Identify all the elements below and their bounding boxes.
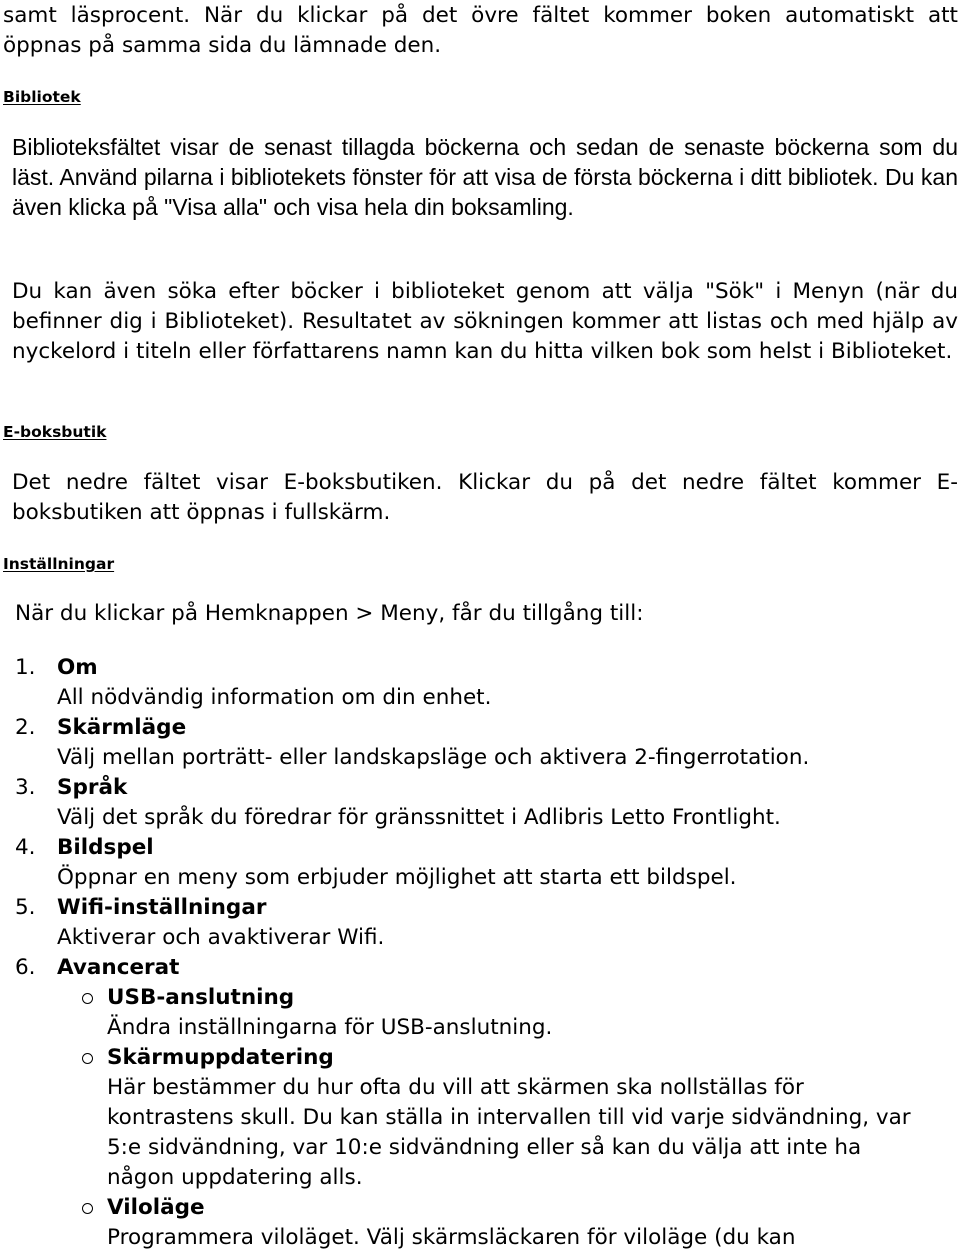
- bibliotek-paragraph-1-block: [0, 132, 960, 222]
- subitem-vilolage: [0, 1193, 960, 1253]
- bibliotek-paragraph-1: Biblioteksfältet visar de senast tillagda böckerna och sedan de senaste böckerna som du läst. Använd pilarna i bibliotekets fönster för att visa de första böckerna i ditt bibliotek. Du kan även klicka på "Visa alla" och visa hela din boksamling.: [12, 134, 958, 220]
- circle-bullet-icon: [82, 993, 93, 1004]
- settings-item-om: [0, 653, 960, 713]
- advanced-sublist: [0, 983, 960, 1253]
- subitem-skarmuppdatering: [0, 1043, 960, 1193]
- subitem-description: Ändra inställningarna för USB-anslutning.: [107, 1015, 553, 1040]
- intro-paragraph-block: [0, 1, 960, 61]
- settings-item-title: Avancerat: [57, 955, 180, 980]
- subitem-title: Viloläge: [107, 1195, 205, 1220]
- list-number: 2.: [15, 715, 36, 740]
- list-number: 6.: [15, 955, 36, 980]
- circle-bullet-icon: [82, 1053, 93, 1064]
- settings-item-bildspel: [0, 833, 960, 893]
- settings-item-title: Wifi-inställningar: [57, 895, 267, 920]
- settings-item-description: Välj mellan porträtt- eller landskapsläge och aktivera 2-fingerrotation.: [57, 745, 810, 770]
- subitem-usb-anslutning: [0, 983, 960, 1043]
- intro-paragraph: samt läsprocent. När du klickar på det övre fältet kommer boken automatiskt att öppnas på samma sida du lämnade den.: [3, 3, 958, 58]
- bibliotek-paragraph-2-block: [0, 277, 960, 367]
- list-number: 1.: [15, 655, 36, 680]
- subitem-description: Här bestämmer du hur ofta du vill att skärmen ska nollställas för kontrastens skull. Du kan ställa in intervallen till vid varje sidvändning, var 5:e sidvändning, var 10:e sidvändning eller så kan du välja att inte ha någon uppdatering alls.: [107, 1075, 911, 1190]
- installningar-intro: När du klickar på Hemknappen > Meny, får du tillgång till:: [15, 601, 644, 626]
- settings-item-description: Öppnar en meny som erbjuder möjlighet att starta ett bildspel.: [57, 865, 737, 890]
- settings-item-title: Språk: [57, 775, 128, 800]
- settings-item-skarmlage: [0, 713, 960, 773]
- settings-item-sprak: [0, 773, 960, 833]
- settings-item-description: Välj det språk du föredrar för gränssnittet i Adlibris Letto Frontlight.: [57, 805, 781, 830]
- settings-item-description: All nödvändig information om din enhet.: [57, 685, 492, 710]
- circle-bullet-icon: [82, 1203, 93, 1214]
- eboksbutik-paragraph-block: [0, 468, 960, 528]
- settings-item-wifi: [0, 893, 960, 953]
- list-number: 3.: [15, 775, 36, 800]
- bibliotek-paragraph-2: Du kan även söka efter böcker i biblioteket genom att välja "Sök" i Menyn (när du befinner dig i Biblioteket). Resultatet av sökningen kommer att listas och med hjälp av nyckelord i titeln eller författarens namn kan du hitta vilken bok som helst i Biblioteket.: [12, 279, 958, 364]
- subitem-title: Skärmuppdatering: [107, 1045, 334, 1070]
- section-heading-bibliotek: Bibliotek: [3, 88, 81, 106]
- settings-item-title: Skärmläge: [57, 715, 187, 740]
- list-number: 5.: [15, 895, 36, 920]
- settings-item-title: Om: [57, 655, 98, 680]
- section-heading-eboksbutik: E-boksbutik: [3, 423, 107, 441]
- settings-list: [0, 653, 960, 1253]
- subitem-title: USB-anslutning: [107, 985, 295, 1010]
- subitem-description: Programmera viloläget. Välj skärmsläckaren för viloläge (du kan: [107, 1225, 796, 1250]
- settings-item-avancerat: [0, 953, 960, 1253]
- settings-item-title: Bildspel: [57, 835, 154, 860]
- settings-item-description: Aktiverar och avaktiverar Wifi.: [57, 925, 385, 950]
- list-number: 4.: [15, 835, 36, 860]
- section-heading-installningar: Inställningar: [3, 555, 115, 573]
- eboksbutik-paragraph: Det nedre fältet visar E-boksbutiken. Klickar du på det nedre fältet kommer E-boksbutiken att öppnas i fullskärm.: [12, 470, 958, 525]
